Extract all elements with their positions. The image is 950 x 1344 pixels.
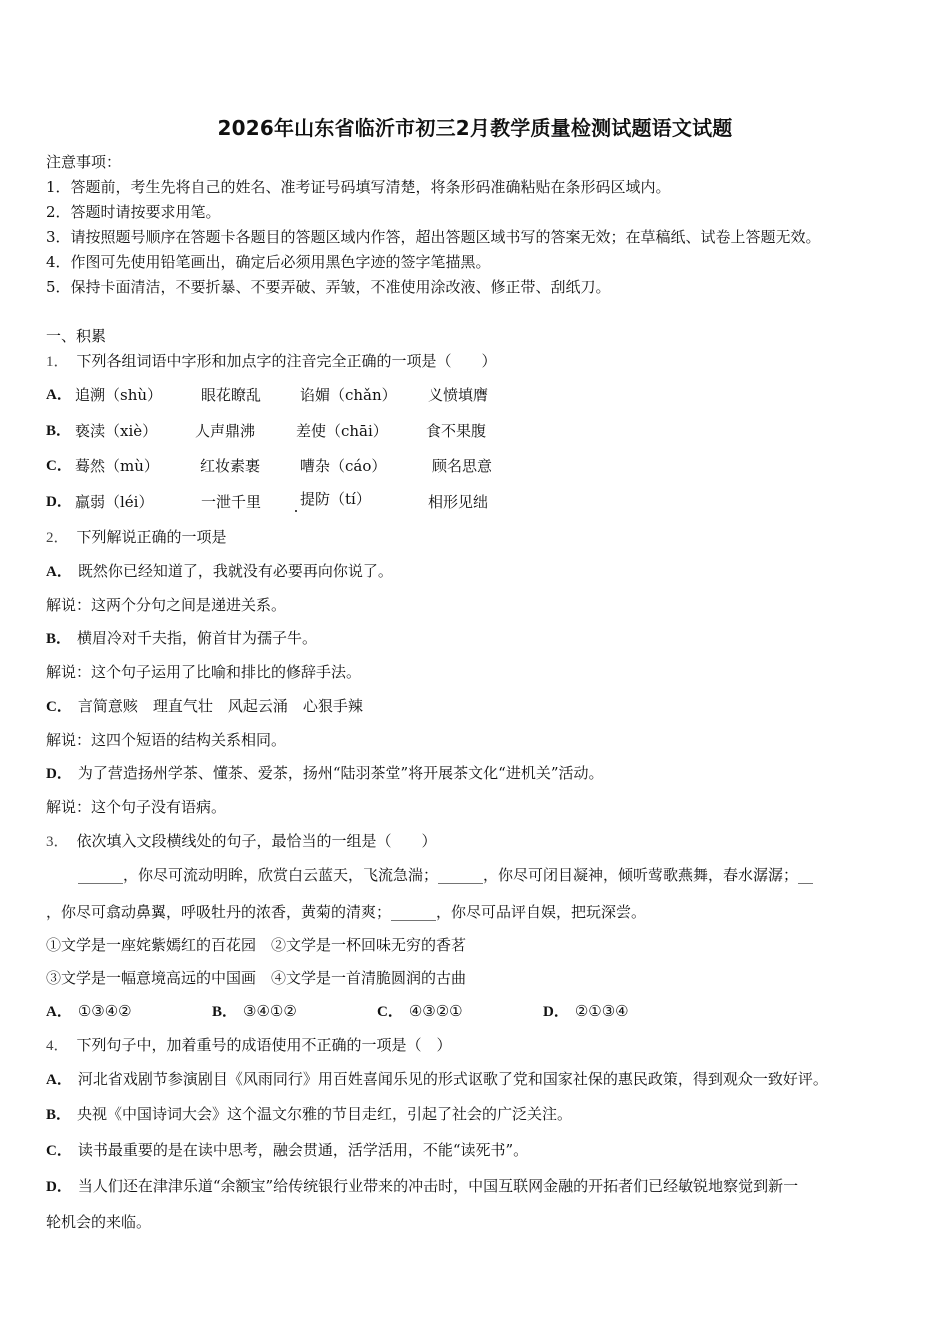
q3-choice-line: ③文学是一幅意境高远的中国画 ④文学是一首清脆圆润的古曲 <box>46 969 467 987</box>
option-text: 言简意赅 理直气壮 风起云涌 心狠手辣 <box>77 697 363 715</box>
q4-option-d-continued: 轮机会的来临。 <box>46 1213 152 1231</box>
option-word: 眼花瞭乱 <box>201 386 262 404</box>
question-text: 依次填入文段横线处的句子，最恰当的一组是（ ） <box>76 832 437 850</box>
option-text: ①③④② <box>77 1002 132 1020</box>
option-word: 嘈杂（cáo） <box>300 457 387 475</box>
option-label: D． <box>46 766 72 782</box>
q3-option-d <box>543 1001 629 1022</box>
q3-choice-line: ①文学是一座姹紫嫣红的百花园 ②文学是一杯回味无穷的香茗 <box>46 936 467 954</box>
option-label: C． <box>46 458 72 474</box>
question-number: 2． <box>46 530 69 546</box>
option-word: 人声鼎沸 <box>195 422 256 440</box>
option-word: 顾名思意 <box>432 457 493 475</box>
section-heading: 一、积累 <box>46 327 107 345</box>
notice-item: 3．请按照题号顺序在答题卡各题目的答题区域内作答，超出答题区域书写的答案无效；在草稿纸、试卷上答题无效。 <box>46 228 821 246</box>
q3-passage-line-1: ______，你尽可流动明眸，欣赏白云蓝天，飞流急湍；______，你尽可闭目凝神，倾听莺歌燕舞，春水潺潺；__ <box>78 866 814 884</box>
q2-note-a: 解说：这两个分句之间是递进关系。 <box>46 596 287 614</box>
option-label: A． <box>46 1004 72 1020</box>
option-text: 央视《中国诗词大会》这个温文尔雅的节目走红，引起了社会的广泛关注。 <box>77 1105 573 1123</box>
option-label: C． <box>46 1143 72 1159</box>
q3-passage-line-2: ，你尽可翕动鼻翼，呼吸牡丹的浓香，黄菊的清爽；______，你尽可品评自娱，把玩深尝。 <box>46 903 647 921</box>
question-1-stem <box>46 351 497 372</box>
option-label: A． <box>46 387 72 403</box>
notice-item: 4．作图可先使用铅笔画出，确定后必须用黑色字迹的签字笔描黑。 <box>46 253 491 271</box>
option-label: C． <box>46 699 72 715</box>
q3-option-a <box>46 1001 132 1022</box>
option-word: 亵渎（xiè） <box>75 422 158 440</box>
q2-option-d <box>46 763 604 784</box>
option-label: B． <box>46 1107 72 1123</box>
option-text: 既然你已经知道了，我就没有必要再向你说了。 <box>77 562 393 580</box>
question-3-stem <box>46 831 437 852</box>
option-word: 追溯（shù） <box>75 386 163 404</box>
option-label: D． <box>46 1179 72 1195</box>
option-word: 差使（chāi） <box>296 422 388 440</box>
option-text: ④③②① <box>408 1002 463 1020</box>
q2-option-c <box>46 696 363 717</box>
option-text: 横眉冷对千夫指，俯首甘为孺子牛。 <box>77 629 318 647</box>
option-text: 河北省戏剧节参演剧目《风雨同行》用百姓喜闻乐见的形式讴歌了党和国家社保的惠民政策，得到观众一致好评。 <box>77 1070 828 1088</box>
option-word: 红妆素裹 <box>200 457 261 475</box>
option-text: 读书最重要的是在读中思考，融会贯通，活学活用，不能“读死书”。 <box>77 1141 529 1159</box>
option-word: 谄媚（chǎn） <box>300 386 397 404</box>
q4-option-b <box>46 1104 572 1125</box>
option-text: 当人们还在津津乐道“余额宝”给传统银行业带来的冲击时，中国互联网金融的开拓者们已经敏锐地察觉到新一 <box>77 1177 799 1195</box>
option-word: 羸弱（léi） <box>75 493 154 511</box>
q4-option-a <box>46 1069 828 1090</box>
question-text: 下列各组词语中字形和加点字的注音完全正确的一项是（ ） <box>76 352 497 370</box>
q4-option-d <box>46 1176 798 1197</box>
option-word: 义愤填膺 <box>428 386 489 404</box>
question-number: 4． <box>46 1038 69 1054</box>
option-word: 蓦然（mù） <box>75 457 159 475</box>
question-number: 3． <box>46 834 69 850</box>
q2-note-d: 解说：这个句子没有语病。 <box>46 798 227 816</box>
q3-option-b <box>212 1001 297 1022</box>
notice-heading: 注意事项： <box>46 153 122 171</box>
option-label: B． <box>46 631 72 647</box>
q2-option-b <box>46 628 317 649</box>
question-4-stem <box>46 1035 452 1056</box>
option-label: B． <box>46 423 72 439</box>
option-word: 食不果腹 <box>426 422 487 440</box>
option-text: 为了营造扬州学茶、懂茶、爱茶，扬州“陆羽茶堂”将开展茶文化“进机关”活动。 <box>77 764 604 782</box>
question-text: 下列句子中，加着重号的成语使用不正确的一项是（ ） <box>76 1036 452 1054</box>
q2-option-a <box>46 561 393 582</box>
q3-option-c <box>377 1001 463 1022</box>
option-label: D． <box>543 1004 569 1020</box>
option-label: A． <box>46 1072 72 1088</box>
option-word: 一泄千里 <box>201 493 262 511</box>
option-label: A． <box>46 564 72 580</box>
q2-note-b: 解说：这个句子运用了比喻和排比的修辞手法。 <box>46 663 362 681</box>
question-text: 下列解说正确的一项是 <box>76 528 227 546</box>
option-label: B． <box>212 1004 238 1020</box>
option-text: ②①③④ <box>574 1002 629 1020</box>
option-word: 相形见绌 <box>428 493 489 511</box>
option-word: 提防（tí） <box>300 490 371 508</box>
notice-item: 2．答题时请按要求用笔。 <box>46 203 221 221</box>
page-title: 2026年山东省临沂市初三2月教学质量检测试题语文试题 <box>217 116 733 140</box>
option-label: C． <box>377 1004 403 1020</box>
question-2-stem <box>46 527 227 548</box>
emphasis-dot <box>295 510 297 512</box>
option-text: ③④①② <box>243 1002 297 1020</box>
q4-option-c <box>46 1140 528 1161</box>
option-label: D． <box>46 494 72 510</box>
question-number: 1． <box>46 354 69 370</box>
notice-item: 1．答题前，考生先将自己的姓名、准考证号码填写清楚，将条形码准确粘贴在条形码区域内。 <box>46 178 671 196</box>
notice-item: 5．保持卡面清洁，不要折暴、不要弄破、弄皱，不准使用涂改液、修正带、刮纸刀。 <box>46 278 611 296</box>
q2-note-c: 解说：这四个短语的结构关系相同。 <box>46 731 287 749</box>
